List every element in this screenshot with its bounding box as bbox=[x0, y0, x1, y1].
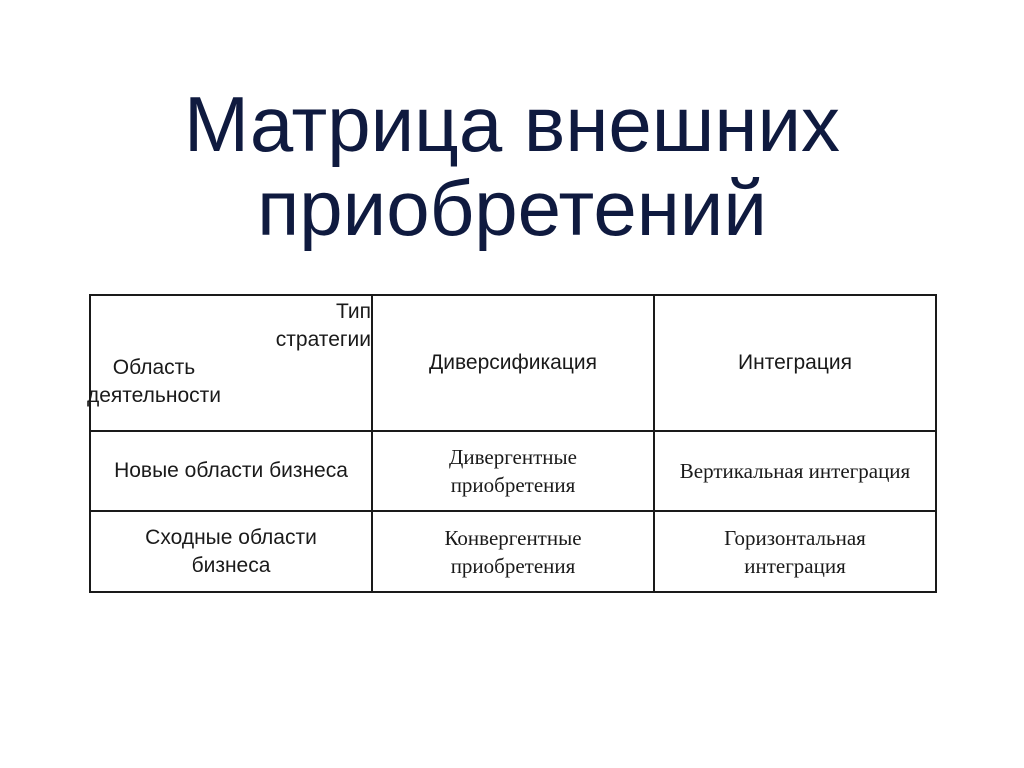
cell-horizontal-line-1: Горизонтальная bbox=[724, 525, 866, 550]
matrix-header-row bbox=[90, 295, 936, 431]
cell-convergent-acquisitions bbox=[372, 511, 654, 592]
slide-title-line-2: приобретений bbox=[257, 164, 767, 253]
slide-title-line-1: Матрица внешних bbox=[183, 80, 841, 169]
cell-convergent-line-1: Конвергентные bbox=[444, 525, 582, 550]
business-area-label bbox=[87, 354, 221, 410]
cell-divergent-line-2: приобретения bbox=[450, 473, 576, 497]
cell-divergent-acquisitions bbox=[372, 431, 654, 511]
matrix-row-new-business bbox=[90, 431, 936, 511]
cell-horizontal-integration bbox=[654, 511, 936, 592]
acquisition-matrix-table bbox=[89, 294, 937, 593]
strategy-type-label-line-1: Тип bbox=[335, 300, 371, 323]
strategy-type-label-line-2: стратегии bbox=[275, 328, 371, 351]
row-header-similar-business bbox=[90, 511, 372, 592]
cell-vertical-line-1: Вертикальная интеграция bbox=[679, 459, 911, 483]
strategy-type-label bbox=[276, 298, 371, 354]
cell-vertical-integration bbox=[654, 431, 936, 511]
row-header-similar-line-2: бизнеса bbox=[191, 553, 271, 577]
cell-horizontal-line-2: интеграция bbox=[744, 553, 846, 578]
matrix-corner-content bbox=[87, 296, 371, 430]
row-header-similar-line-1: Сходные области bbox=[145, 525, 317, 549]
cell-divergent-line-1: Дивергентные bbox=[449, 445, 577, 469]
column-header-integration: Интеграция bbox=[654, 295, 936, 431]
slide-title bbox=[0, 80, 1024, 253]
business-area-label-line-2: деятельности bbox=[87, 384, 221, 407]
column-header-diversification: Диверсификация bbox=[372, 295, 654, 431]
cell-convergent-line-2: приобретения bbox=[450, 553, 576, 578]
row-header-new-business: Новые области бизнеса bbox=[90, 431, 372, 511]
business-area-label-line-1: Область bbox=[112, 356, 196, 379]
matrix-corner-cell bbox=[87, 295, 372, 431]
matrix-row-similar-business bbox=[90, 511, 936, 592]
